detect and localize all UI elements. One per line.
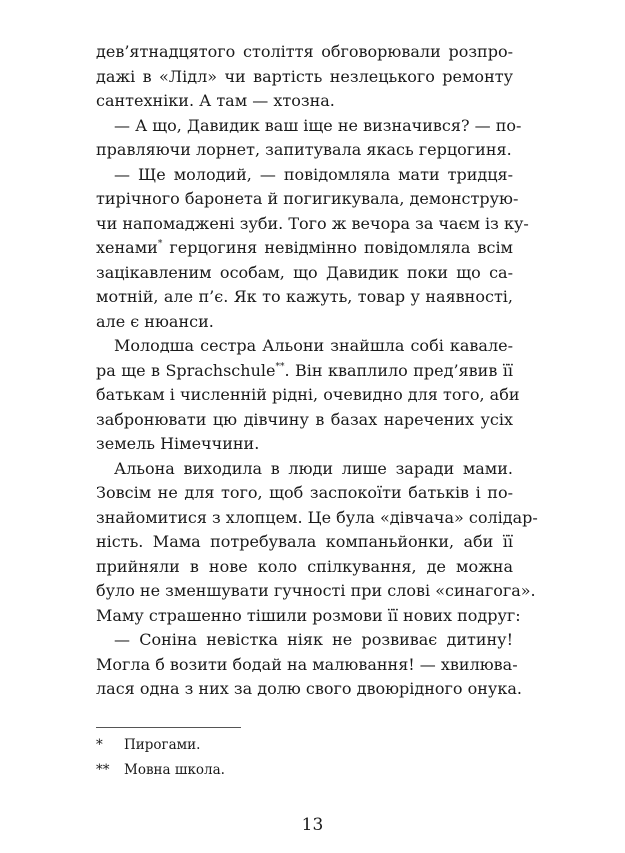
text-fragment: герцогиня невідмінно повідомляла всім xyxy=(162,238,513,257)
text-line: — А що, Давидик ваш іще не визначився? — по- xyxy=(114,115,522,135)
text-line: дев’ятнадцятого століття обговорювали розпро- xyxy=(96,42,513,61)
text-line: зацікавленим особам, що Давидик поки що са- xyxy=(96,262,513,282)
text-line: сантехніки. А там — хтозна. xyxy=(96,91,335,110)
text-line: — Ще молодий, — повідомляла мати тридця- xyxy=(114,164,513,184)
footnote-divider xyxy=(96,727,241,728)
footnote-ref[interactable]: * xyxy=(157,239,163,249)
main-text xyxy=(96,40,538,702)
footnote-mark: * xyxy=(96,737,103,753)
footnote xyxy=(96,737,200,753)
text-fragment: ра ще в Sprachschule xyxy=(96,360,276,380)
text-line: знайомитися з хлопцем. Це була «дівчача» солідар- xyxy=(96,507,538,527)
text-line-with-footnote xyxy=(96,359,513,384)
text-line: мотній, але п’є. Як то кажуть, товар у наявності, xyxy=(96,287,513,306)
text-line: тирічного баронета й погигикувала, демонструю- xyxy=(96,189,519,208)
text-line-with-footnote xyxy=(96,236,513,261)
text-line: Альона виходила в люди лише заради мами. xyxy=(114,458,513,478)
text-line: лася одна з них за долю свого двоюрідного онука. xyxy=(96,679,522,698)
footnote-text: Мовна школа. xyxy=(124,762,225,778)
page-number: 13 xyxy=(301,815,324,835)
text-line: правляючи лорнет, запитувала якась герцогиня. xyxy=(96,140,512,159)
text-line: дажі в «Лідл» чи вартість незлецького ремонту xyxy=(96,66,513,86)
text-line: земель Німеччини. xyxy=(96,434,260,453)
text-line: Маму страшенно тішили розмови її нових подруг: xyxy=(96,605,521,625)
text-line: — Соніна невістка ніяк не розвиває дитину! xyxy=(114,630,513,649)
text-line: забронювати цю дівчину в базах наречених усіх xyxy=(96,409,513,429)
footnote-mark: ** xyxy=(96,762,110,778)
text-line: батькам і численній рідні, очевидно для того, аби xyxy=(96,385,520,404)
text-fragment: хенами xyxy=(96,238,158,257)
text-line: прийняли в нове коло спілкування, де можна xyxy=(96,556,513,576)
footnote-ref[interactable]: ** xyxy=(275,361,285,372)
text-line: Молодша сестра Альони знайшла собі кавале- xyxy=(114,336,513,355)
text-line: ність. Мама потребувала компаньйонки, аби її xyxy=(96,532,513,551)
text-line: але є нюанси. xyxy=(96,311,214,331)
text-line: було не зменшувати гучності при слові «синагога». xyxy=(96,581,536,600)
text-line: Зовсім не для того, щоб заспокоїти батьків і по- xyxy=(96,483,513,502)
text-line: чи напомаджені зуби. Того ж вечора за чаєм із ку- xyxy=(96,213,529,233)
footnote-text: Пирогами. xyxy=(124,737,201,753)
text-line: Могла б возити бодай на малювання! — хвилюва- xyxy=(96,654,518,674)
text-fragment: . Він кваплило пред’явив її xyxy=(284,360,513,380)
footnote xyxy=(96,762,225,778)
